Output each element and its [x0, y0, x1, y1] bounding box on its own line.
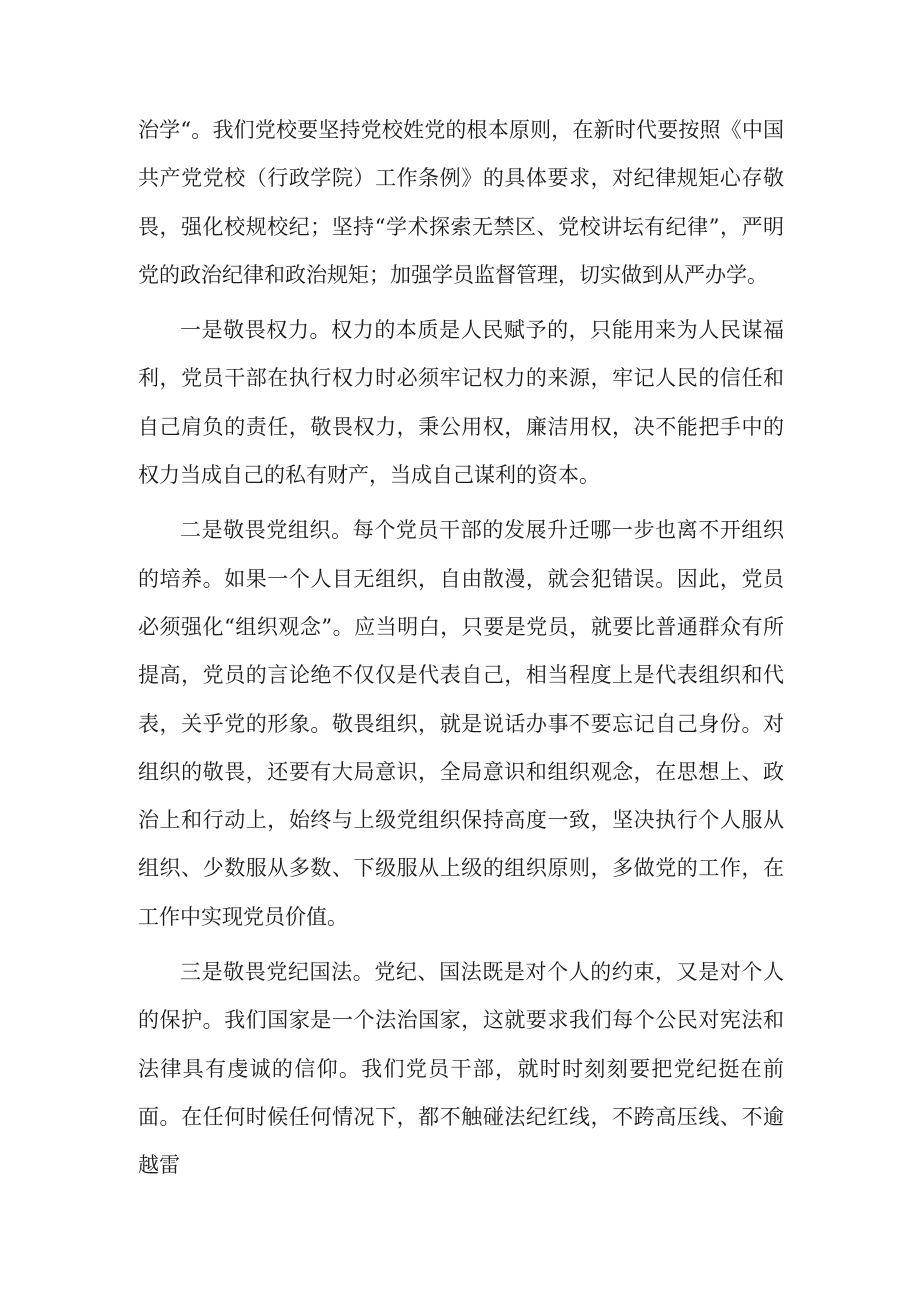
paragraph-respect-party-discipline-law: 三是敬畏党纪国法。党纪、国法既是对个人的约束，又是对个人的保护。我们国家是一个法治国家，这就要求我们每个公民对宪法和法律具有虔诚的信仰。我们党员干部，就时时刻刻要把党纪挺在前面。在任何时候任何情况下，都不触碰法纪红线，不跨高压线、不逾越雷	[138, 960, 784, 1178]
paragraph-continuation: 治学“。我们党校要坚持党校姓党的根本原则，在新时代要按照《中国共产党党校（行政学院）工作条例》的具体要求，对纪律规矩心存敬畏，强化校规校纪；坚持“学术探索无禁区、党校讲坛有纪律”，严明党的政治纪律和政治规矩；加强学员监督管理，切实做到从严办学。	[138, 118, 784, 287]
document-body	[138, 106, 784, 1197]
paragraph-respect-party-organization: 二是敬畏党组织。每个党员干部的发展升迁哪一步也离不开组织的培养。如果一个人目无组织，自由散漫，就会犯错误。因此，党员必须强化“组织观念”。应当明白，只要是党员，就要比普通群众有所提高，党员的言论绝不仅仅是代表自己，相当程度上是代表组织和代表，关乎党的形象。敬畏组织，就是说话办事不要忘记自己身份。对组织的敬畏，还要有大局意识，全局意识和组织观念，在思想上、政治上和行动上，始终与上级党组织保持高度一致，坚决执行个人服从组织、少数服从多数、下级服从上级的组织原则，多做党的工作，在工作中实现党员价值。	[138, 518, 784, 929]
paragraph-respect-power: 一是敬畏权力。权力的本质是人民赋予的，只能用来为人民谋福利，党员干部在执行权力时必须牢记权力的来源，牢记人民的信任和自己肩负的责任，敬畏权力，秉公用权，廉洁用权，决不能把手中的权力当成自己的私有财产，当成自己谋利的资本。	[138, 318, 784, 488]
